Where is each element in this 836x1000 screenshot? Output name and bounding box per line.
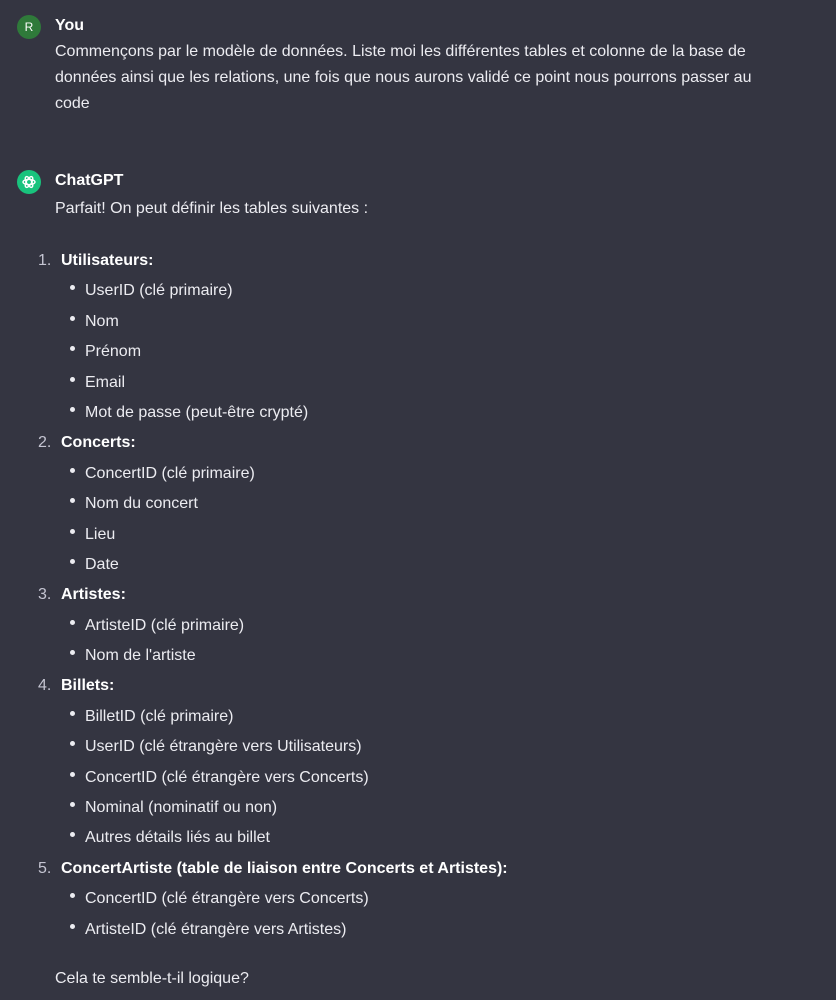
column-text: ArtisteID (clé primaire) bbox=[85, 616, 245, 634]
column-text: Email bbox=[85, 373, 126, 391]
table-name: Billets: bbox=[61, 677, 115, 695]
list-number: 2. bbox=[38, 434, 52, 452]
column-item bbox=[0, 732, 808, 762]
user-avatar-initial: R bbox=[24, 20, 34, 34]
column-text: BilletID (clé primaire) bbox=[85, 707, 234, 725]
columns-list bbox=[0, 611, 808, 672]
user-author-label: You bbox=[55, 17, 85, 34]
user-message-line: Commençons par le modèle de données. Liste moi les différentes tables et colonne de la base de bbox=[55, 43, 746, 60]
bullet-icon bbox=[70, 924, 75, 929]
column-item bbox=[0, 276, 808, 306]
table-columns-wrapper bbox=[0, 611, 808, 672]
column-text: Nom de l'artiste bbox=[85, 647, 196, 665]
column-item bbox=[0, 611, 808, 641]
column-item bbox=[0, 763, 808, 793]
column-item bbox=[0, 459, 808, 489]
bullet-icon bbox=[70, 468, 75, 473]
table-columns-wrapper bbox=[0, 276, 808, 428]
tables-list bbox=[0, 246, 808, 945]
bullet-icon bbox=[70, 802, 75, 807]
column-text: Prénom bbox=[85, 343, 142, 361]
bullet-icon bbox=[70, 711, 75, 716]
bullet-icon bbox=[70, 650, 75, 655]
column-text: Nom du concert bbox=[85, 495, 198, 513]
bullet-icon bbox=[70, 893, 75, 898]
column-item bbox=[0, 641, 808, 671]
bullet-icon bbox=[70, 316, 75, 321]
column-item bbox=[0, 337, 808, 367]
table-item bbox=[0, 854, 808, 884]
table-columns-wrapper bbox=[0, 459, 808, 581]
columns-list bbox=[0, 276, 808, 428]
bullet-icon bbox=[70, 620, 75, 625]
column-text: Nom bbox=[85, 312, 119, 330]
column-item bbox=[0, 520, 808, 550]
column-item bbox=[0, 915, 808, 945]
assistant-closing: Cela te semble-t-il logique? bbox=[55, 970, 249, 987]
column-item bbox=[0, 307, 808, 337]
column-text: Lieu bbox=[85, 525, 116, 543]
bullet-icon bbox=[70, 377, 75, 382]
column-text: UserID (clé étrangère vers Utilisateurs) bbox=[85, 738, 362, 756]
user-message-line: code bbox=[55, 95, 90, 112]
columns-list bbox=[0, 459, 808, 581]
bullet-icon bbox=[70, 285, 75, 290]
column-item bbox=[0, 368, 808, 398]
column-text: ConcertID (clé primaire) bbox=[85, 464, 255, 482]
table-item bbox=[0, 428, 808, 458]
table-item bbox=[0, 580, 808, 610]
column-item bbox=[0, 702, 808, 732]
assistant-intro: Parfait! On peut définir les tables suivantes : bbox=[55, 200, 369, 217]
table-name: Utilisateurs: bbox=[61, 252, 154, 269]
list-number: 3. bbox=[38, 586, 52, 604]
table-name: Artistes: bbox=[61, 586, 126, 604]
column-item bbox=[0, 489, 808, 519]
chatgpt-avatar bbox=[17, 170, 41, 194]
user-message-text bbox=[55, 39, 808, 117]
bullet-icon bbox=[70, 832, 75, 837]
table-columns-wrapper bbox=[0, 884, 808, 945]
openai-logo-icon bbox=[21, 174, 37, 190]
table-name: Concerts: bbox=[61, 434, 136, 452]
columns-list bbox=[0, 702, 808, 854]
user-avatar bbox=[17, 15, 41, 39]
column-text: Nominal (nominatif ou non) bbox=[85, 799, 278, 817]
assistant-author-label: ChatGPT bbox=[55, 172, 124, 189]
column-item bbox=[0, 823, 808, 853]
bullet-icon bbox=[70, 772, 75, 777]
column-text: Autres détails liés au billet bbox=[85, 829, 270, 847]
column-text: ArtisteID (clé étrangère vers Artistes) bbox=[85, 920, 347, 938]
column-item bbox=[0, 550, 808, 580]
bullet-icon bbox=[70, 529, 75, 534]
column-text: UserID (clé primaire) bbox=[85, 282, 233, 300]
column-text: ConcertID (clé étrangère vers Concerts) bbox=[85, 890, 369, 908]
column-text: Mot de passe (peut-être crypté) bbox=[85, 403, 309, 421]
column-item bbox=[0, 793, 808, 823]
table-name: ConcertArtiste (table de liaison entre Concerts et Artistes): bbox=[61, 859, 508, 877]
list-number: 4. bbox=[38, 677, 52, 695]
bullet-icon bbox=[70, 346, 75, 351]
user-message-line: données ainsi que les relations, une fois que nous aurons validé ce point nous pourrons passer au bbox=[55, 69, 752, 86]
bullet-icon bbox=[70, 407, 75, 412]
table-item bbox=[0, 671, 808, 701]
column-item bbox=[0, 398, 808, 428]
list-number: 5. bbox=[38, 859, 52, 877]
columns-list bbox=[0, 884, 808, 945]
list-number: 1. bbox=[38, 252, 52, 269]
bullet-icon bbox=[70, 498, 75, 503]
table-item bbox=[0, 246, 808, 276]
column-item bbox=[0, 884, 808, 914]
column-text: ConcertID (clé étrangère vers Concerts) bbox=[85, 768, 369, 786]
table-columns-wrapper bbox=[0, 702, 808, 854]
bullet-icon bbox=[70, 559, 75, 564]
bullet-icon bbox=[70, 741, 75, 746]
column-text: Date bbox=[85, 555, 119, 573]
